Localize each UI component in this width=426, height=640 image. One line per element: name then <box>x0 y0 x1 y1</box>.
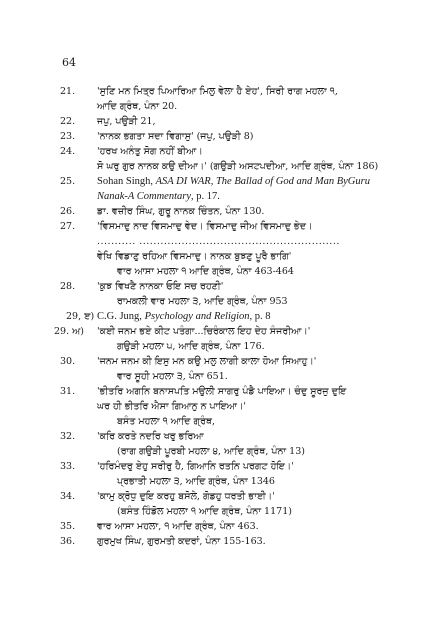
endnote-item <box>60 279 402 309</box>
endnote-line: ਵਾਰ ਆਸਾ ਮਹਲਾ ੧ ਆਦਿ ਗ੍ਰੰਥ, ਪੰਨਾ 463-464 <box>117 266 294 277</box>
endnote-line: 'ਹਰਿਮੰਦਰੁ ਏਹੁ ਸਰੀਰੁ ਹੈ, ਗਿਆਨਿ ਰਤਨਿ ਪਰਗਟ ਹੋਇ।' <box>97 461 294 472</box>
endnote-line: ਜਪੁ, ਪਉੜੀ 21, <box>97 116 156 127</box>
citation-text: C.G. Jung, <box>97 311 145 322</box>
endnote-number: 25. <box>60 176 76 187</box>
endnote-text <box>97 129 402 144</box>
citation-title: ASA DI WAR, The Ballad of God and Man By <box>155 176 348 187</box>
endnote-line <box>97 174 402 204</box>
endnote-line: 'ਕਾਮੁ ਕ੍ਰੋਧੁ ਦੁਇ ਕਰਹੁ ਬਸੋਲੇ, ਗੋਡਹੁ ਧਰਤੀ ਭਾਈ।' <box>97 491 275 502</box>
endnote-text <box>97 429 402 459</box>
endnote-item <box>60 309 402 324</box>
endnote-text <box>97 219 402 279</box>
endnote-text <box>97 174 402 204</box>
endnote-item <box>60 429 402 459</box>
endnote-text <box>97 144 402 174</box>
endnote-text <box>97 384 402 429</box>
page-number: 64 <box>62 56 76 69</box>
endnote-line: (ਰਾਗ ਗਉੜੀ ਪੂਰਬੀ ਮਹਲਾ ੪, ਆਦਿ ਗ੍ਰੰਥ, ਪੰਨਾ 13) <box>117 446 305 457</box>
citation-text: , p. 17. <box>191 191 220 202</box>
endnote-item <box>60 204 402 219</box>
endnote-text <box>97 489 402 519</box>
endnote-line: ਵੇਖਿ ਵਿਡਾਣੁ ਰਹਿਆ ਵਿਸਮਾਦੁ। ਨਾਨਕ ਬੁਝਣੁ ਪੂਰੈ ਭਾਗਿ' <box>97 251 292 262</box>
endnote-text <box>97 534 402 549</box>
endnote-number: 23. <box>60 131 76 142</box>
endnote-number: 21. <box>60 86 76 97</box>
endnote-item <box>54 324 402 354</box>
endnote-text <box>97 354 402 384</box>
endnote-line: ਵਾਰ ਸੂਹੀ ਮਹਲਾ ੩, ਪੰਨਾ 651. <box>117 371 228 382</box>
endnote-number: 24. <box>60 146 76 157</box>
endnote-number: 26. <box>60 206 76 217</box>
endnote-line: 'ਕਰਿ ਕਰਤੇ ਨਦਰਿ ਖਰੁ ਭਰਿਆ <box>97 431 204 442</box>
endnote-line: 'ਕਈ ਜਨਮ ਭਏ ਕੀਟ ਪਤੰਗਾ...ਚਿਰੰਕਾਲ ਇਹ ਦੇਹ ਸੰਜਰੀਆ।' <box>97 326 311 337</box>
endnote-line: ਡਾ. ਵਜ਼ੀਰ ਸਿੰਘ, ਗੁਰੂ ਨਾਨਕ ਚਿੰਤਨ, ਪੰਨਾ 130. <box>97 206 265 217</box>
endnote-item <box>60 84 402 114</box>
endnote-line: 'ਨਾਨਕ ਭਗਤਾ ਸਦਾ ਵਿਗਾਸੁ' (ਜਪੁ, ਪਉੜੀ 8) <box>97 131 254 142</box>
endnote-item <box>60 519 402 534</box>
endnote-line: ਘਰ ਹੀ ਭੀਤਰਿ ਐਸਾ ਗਿਆਨੁ ਨ ਪਾਇਆ।' <box>97 401 246 412</box>
endnotes-list <box>54 84 402 549</box>
endnote-item <box>60 534 402 549</box>
endnote-item <box>60 489 402 519</box>
endnote-line <box>97 309 402 324</box>
citation-title: Guru Nanak-A Commentary <box>97 176 370 202</box>
endnote-number: 31. <box>60 386 76 397</box>
endnote-number: 27. <box>60 221 76 232</box>
endnote-number: 35. <box>60 521 76 532</box>
endnote-number: 32. <box>60 431 76 442</box>
endnote-item <box>60 219 402 279</box>
endnote-item <box>60 174 402 204</box>
endnote-item <box>60 459 402 489</box>
citation-text: Sohan Singh, <box>97 176 156 187</box>
endnote-item <box>60 354 402 384</box>
endnote-line: 'ਜਨਮ ਜਨਮ ਕੀ ਇਸੁ ਮਨ ਕਉ ਮਲੁ ਲਾਗੀ ਕਾਲਾ ਹੋਆ ਸਿਆਹੁ।' <box>97 356 317 367</box>
endnote-text <box>97 279 402 309</box>
endnote-line: 'ਕੁਝ ਵਿਖਣੈ ਨਾਨਕਾ ਓਇ ਸਚ ਰਹਣੀ' <box>97 281 224 292</box>
citation-title: Psychology and Religion <box>144 311 250 322</box>
endnote-text <box>97 324 402 354</box>
endnote-text <box>97 459 402 489</box>
endnote-number: 29, ੲ) <box>66 311 95 322</box>
endnote-number: 30. <box>60 356 76 367</box>
endnote-number: 28. <box>60 281 76 292</box>
endnote-number: 22. <box>60 116 76 127</box>
endnote-line: ਪ੍ਰਭਾਤੀ ਮਹਲਾ ੩, ਆਦਿ ਗ੍ਰੰਥ, ਪੰਨਾ 1346 <box>117 476 275 487</box>
endnote-text <box>97 204 402 219</box>
endnote-text <box>97 519 402 534</box>
endnote-text <box>97 84 402 114</box>
endnote-item <box>60 384 402 429</box>
endnote-line: ਗਉੜੀ ਮਹਲਾ ੫, ਆਦਿ ਗ੍ਰੰਥ, ਪੰਨਾ 176. <box>117 341 265 352</box>
endnote-line: ਸੋ ਘਰੁ ਗੁਰ ਨਾਨਕ ਕਉ ਦੀਆ।' (ਗਉੜੀ ਅਸਟਪਦੀਆ, ਆਦਿ ਗ੍ਰੰਥ, ਪੰਨਾ 186) <box>97 161 379 172</box>
endnote-item <box>60 114 402 129</box>
endnote-item <box>60 144 402 174</box>
endnote-line: 'ਸੁਣਿ ਮਨ ਮਿਤ੍ਰ ਪਿਆਰਿਆ ਮਿਲੁ ਵੇਲਾ ਹੈ ਏਹ', ਸਿਰੀ ਰਾਗ ਮਹਲਾ ੧, <box>97 86 338 97</box>
endnote-line: 'ਹਰਖ ਅਨੰਤੁ ਸੋਗ ਨਹੀਂ ਬੀਆ। <box>97 146 203 157</box>
citation-text: , p. 8 <box>249 311 271 322</box>
endnote-number: 34. <box>60 491 76 502</box>
endnote-line: ........... ......................................................... <box>97 236 340 247</box>
endnote-line: ਵਾਰ ਆਸਾ ਮਹਲਾ, ੧ ਆਦਿ ਗ੍ਰੰਥ, ਪੰਨਾ 463. <box>97 521 259 532</box>
endnote-text <box>97 309 402 324</box>
endnote-number: 33. <box>60 461 76 472</box>
endnote-line: ਬਸੰਤ ਮਹਲਾ ੧ ਆਦਿ ਗ੍ਰੰਥ, <box>117 416 216 427</box>
endnote-number: 29. ਅ) <box>54 326 85 337</box>
endnote-line: ਆਦਿ ਗ੍ਰੰਥ, ਪੰਨਾ 20. <box>97 101 178 112</box>
endnote-line: ਰਾਮਕਲੀ ਵਾਰ ਮਹਲਾ ੩, ਆਦਿ ਗ੍ਰੰਥ, ਪੰਨਾ 953 <box>117 296 288 307</box>
endnote-line: (ਬਸੰਤ ਹਿੰਡੋਲ ਮਹਲਾ ੧ ਆਦਿ ਗ੍ਰੰਥ, ਪੰਨਾ 1171) <box>117 506 292 517</box>
endnote-text <box>97 114 402 129</box>
endnote-line: 'ਵਿਸਮਾਦੁ ਨਾਦ ਵਿਸਮਾਦੁ ਵੇਦ। ਵਿਸਮਾਦੁ ਜੀਅ ਵਿਸਮਾਦੁ ਭੇਦ। <box>97 221 313 232</box>
endnote-line: 'ਭੀਤਰਿ ਅਗਨਿ ਬਨਾਸਪਤਿ ਮਉਲੀ ਸਾਗਰੁ ਪੰਡੈ ਪਾਇਆ। ਚੰਦੁ ਸੂਰਜੁ ਦੁਇ <box>97 386 347 397</box>
endnote-number: 36. <box>60 536 76 547</box>
endnote-item <box>60 129 402 144</box>
endnote-line: ਗੁਰਮੁਖ ਸਿੰਘ, ਗੁਰਮਤੀ ਕਦਰਾਂ, ਪੰਨਾ 155-163. <box>97 536 266 547</box>
